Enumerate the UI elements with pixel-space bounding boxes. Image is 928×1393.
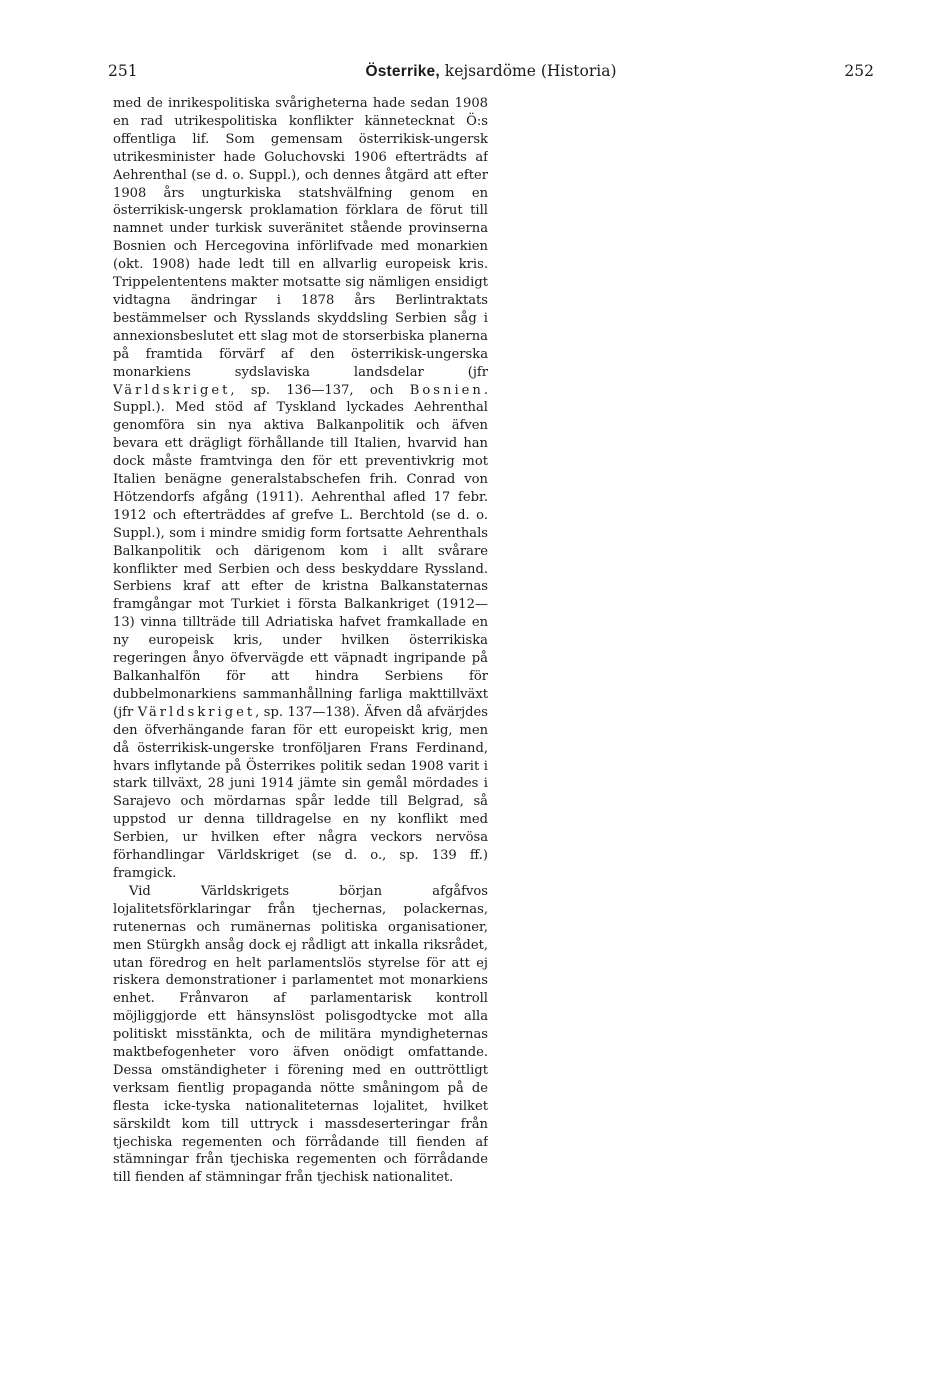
running-head-rest: kejsardöme (Historia)	[444, 62, 617, 80]
left-paragraph-1	[113, 95, 488, 883]
left-p1-part-b: , sp. 136—137, och	[230, 382, 394, 398]
running-head	[108, 62, 874, 81]
left-paragraph-2: Vid Världskrigets början afgåfvos lojalitetsförklaringar från tjechernas, polackernas, rutenernas och rumänernas politiska organisationer, men Stürgkh ansåg dock ej rådligt att inkalla riksrådet, utan föredrog en helt parlamentslös styrelse för att ej riskera demonstrationer i parlamentet mot monarkiens enhet. Frånvaron af parlamentarisk kontroll möjliggjorde ett hänsynslöst polisgodtycke mot alla politiskt misstänkta, och de militära myndigheternas maktbefogenheter voro äfven onödigt omfattande. Dessa omständigheter i förening med en outtröttligt verksam fientlig propaganda nötte småningom på de flesta icke-tyska nationaliteternas lojalitet, hvilket särskildt kom till uttryck i massdeserteringar från tjechiska regementen och förrådande till fienden af stämningar från tjechiska regementen och förrådande till fienden af stämningar från tjechisk nationalitet.	[113, 883, 488, 1186]
left-column	[113, 95, 488, 1335]
left-p1-part-d: , sp. 137—138). Äfven då afvärjdes den öfverhängande faran för ett europeiskt krig, men då österrikisk-ungerske tronföljaren Frans Ferdinand, hvars inflytande på Österrikes politik sedan 1908 varit i stark tillväxt, 28 juni 1914 jämte sin gemål mördades i Sarajevo och mördarnas spår ledde till Belgrad, så uppstod ur denna tilldragelse en ny konflikt med Serbien, ur hvilken efter några veckors nervösa förhandlingar Världskriget (se d. o., sp. 139 ff.) framgick.	[113, 704, 488, 881]
cross-reference: Bosnien	[409, 382, 484, 398]
right-column	[498, 95, 873, 1335]
page-header	[108, 62, 874, 86]
page-number-right: 252	[844, 62, 874, 80]
running-head-keyword: Österrike,	[365, 63, 440, 80]
cross-reference: Världskriget	[137, 704, 256, 720]
page-number-left: 251	[108, 62, 138, 80]
left-p1-part-a: med de inrikespolitiska svårigheterna hade sedan 1908 en rad utrikespolitiska konflikter kännetecknat Ö:s offentliga lif. Som gemensam österrikisk-ungersk utrikesminister hade Goluchovski 1906 efterträdts af Aehrenthal (se d. o. Suppl.), och dennes åtgärd att efter 1908 års ungturkiska statshvälfning genom en österrikisk-ungersk proklamation förklara de förut till namnet under turkisk suveränitet stående provinserna Bosnien och Hercegovina införlifvade med monarkien (okt. 1908) hade ledt till en allvarlig europeisk kris. Trippelententens makter motsatte sig nämligen ensidigt vidtagna ändringar i 1878 års Berlintraktats bestämmelser och Rysslands skyddsling Serbien såg i annexionsbeslutet ett slag mot de storserbiska planerna på framtida förvärf af den österrikisk-ungerska monarkiens sydslaviska landsdelar (jfr	[113, 96, 488, 380]
left-p1-part-c: . Suppl.). Med stöd af Tyskland lyckades Aehrenthal genomföra sin nya aktiva Balkanpolitik och äfven bevara ett drägligt förhållande till Italien, hvarvid han dock måste framtvinga den för ett preventivkrig mot Italien benägne generalstabschefen frih. Conrad von Hötzendorfs afgång (1911). Aehrenthal afled 17 febr. 1912 och efterträddes af grefve L. Berchtold (se d. o. Suppl.), som i mindre smidig form fortsatte Aehrenthals Balkanpolitik och därigenom kom i allt svårare konflikter med Serbien och dess beskyddare Ryssland. Serbiens kraf att efter de kristna Balkanstaternas framgångar mot Turkiet i första Balkankriget (1912—13) vinna tillträde till Adriatiska hafvet framkallade en ny europeisk kris, under hvilken österrikiska regeringen ånyo öfvervägde ett väpnadt ingripande på Balkanhalfön för att hindra Serbiens för dubbelmonarkiens sammanhållning farliga makttillväxt (jfr	[113, 382, 488, 720]
cross-reference: Världskriget	[113, 382, 231, 398]
